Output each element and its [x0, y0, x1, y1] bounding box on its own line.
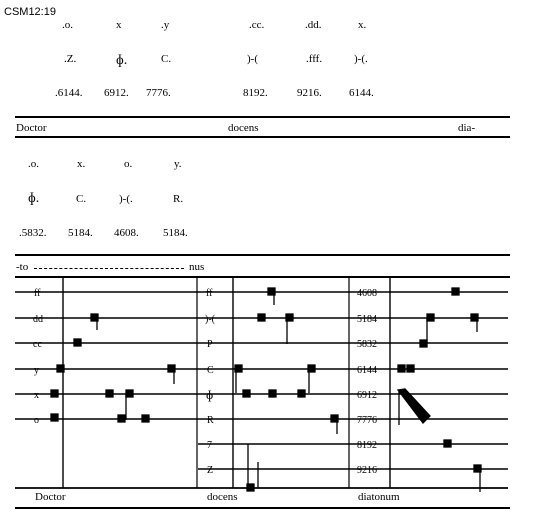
note-head [420, 340, 427, 347]
staff-number: 4608 [357, 288, 377, 299]
staff-number: 5832 [357, 339, 377, 350]
b2-r2-c4: R. [173, 193, 184, 205]
b1-r2-c5: .fff. [306, 53, 323, 65]
b1-r2-c4: )-( [247, 53, 258, 65]
staff-letter: 7 [207, 440, 212, 451]
rule-bottom [15, 507, 510, 509]
note-head [51, 414, 58, 421]
note-head [51, 390, 58, 397]
note-head [298, 390, 305, 397]
note-head [126, 390, 133, 397]
note-head [269, 390, 276, 397]
staff-letter: C [207, 365, 214, 376]
staff-number: 9216 [357, 465, 377, 476]
note-head [142, 415, 149, 422]
staff-letter: Z [207, 465, 214, 476]
b1-r3-c6: 6144. [349, 87, 374, 99]
line2-right: nus [189, 261, 205, 273]
b2-r3-c2: 5184. [68, 227, 93, 239]
note-head [452, 288, 459, 295]
right-numbers [357, 288, 377, 476]
line2-left: -to [16, 261, 29, 273]
mid-letters [205, 288, 216, 476]
staff-letter: ff [206, 288, 213, 299]
b2-r3-c4: 5184. [163, 227, 188, 239]
staff-word-diatonum: diatonum [358, 491, 400, 503]
b2-r3-c1: .5832. [19, 227, 47, 239]
b1-r2-c1: .Z. [64, 53, 77, 65]
note-head [243, 390, 250, 397]
staff-letter: o [34, 415, 39, 426]
b1-r2-c3: C. [161, 53, 172, 65]
staff-letter: R [207, 415, 214, 426]
note-head [398, 365, 405, 372]
b1-r2-c6: )-(. [354, 53, 368, 65]
note-head [118, 415, 125, 422]
note-head [444, 440, 451, 447]
staff-word-docens: docens [207, 491, 238, 503]
staff-letter: dd [33, 314, 43, 325]
note-head [407, 365, 414, 372]
staff-letter: cc [33, 339, 42, 350]
note-head [74, 339, 81, 346]
note-head [427, 314, 434, 321]
b2-r1-c4: y. [174, 158, 182, 170]
staff-number: 8192 [357, 440, 377, 451]
b2-r2-c3: )-(. [119, 193, 133, 205]
b1-r1-c1: .o. [62, 19, 73, 31]
staff-letter: y [34, 365, 39, 376]
b1-r2-c2: ɸ. [116, 53, 128, 68]
b1-r3-c1: .6144. [55, 87, 83, 99]
b1-r3-c4: 8192. [243, 87, 268, 99]
b2-r2-c2: C. [76, 193, 87, 205]
line1-right: dia- [458, 122, 476, 134]
staff-letter: )-( [205, 314, 215, 325]
b1-r3-c5: 9216. [297, 87, 322, 99]
staff-number: 7776 [357, 415, 377, 426]
bar-lines [63, 278, 390, 488]
note-head [106, 390, 113, 397]
b2-r2-c1: ɸ. [28, 191, 40, 206]
staff-word-doctor: Doctor [35, 491, 66, 503]
b1-r1-c4: .cc. [249, 19, 265, 31]
b1-r1-c5: .dd. [305, 19, 322, 31]
b1-r1-c6: x. [358, 19, 367, 31]
staff-letter: x [34, 390, 39, 401]
note-head [258, 314, 265, 321]
b2-r3-c3: 4608. [114, 227, 139, 239]
page-id: CSM12:19 [4, 6, 56, 18]
line1-middle: docens [228, 122, 259, 134]
staff-letter: P [207, 339, 213, 350]
b2-r1-c2: x. [77, 158, 86, 170]
b1-r3-c2: 6912. [104, 87, 129, 99]
b1-r1-c2: x [116, 19, 122, 31]
note-head [57, 365, 64, 372]
staff-letter: ɸ [206, 387, 214, 402]
line1-left: Doctor [16, 122, 47, 134]
b2-r1-c1: .o. [28, 158, 39, 170]
b1-r3-c3: 7776. [146, 87, 171, 99]
staff-letter: ff [34, 288, 41, 299]
left-letters [33, 288, 43, 426]
b2-r1-c3: o. [124, 158, 133, 170]
staff-number: 6144 [357, 365, 377, 376]
staff-number: 6912 [357, 390, 377, 401]
staff-number: 5184 [357, 314, 377, 325]
b1-r1-c3: .y [161, 19, 170, 31]
